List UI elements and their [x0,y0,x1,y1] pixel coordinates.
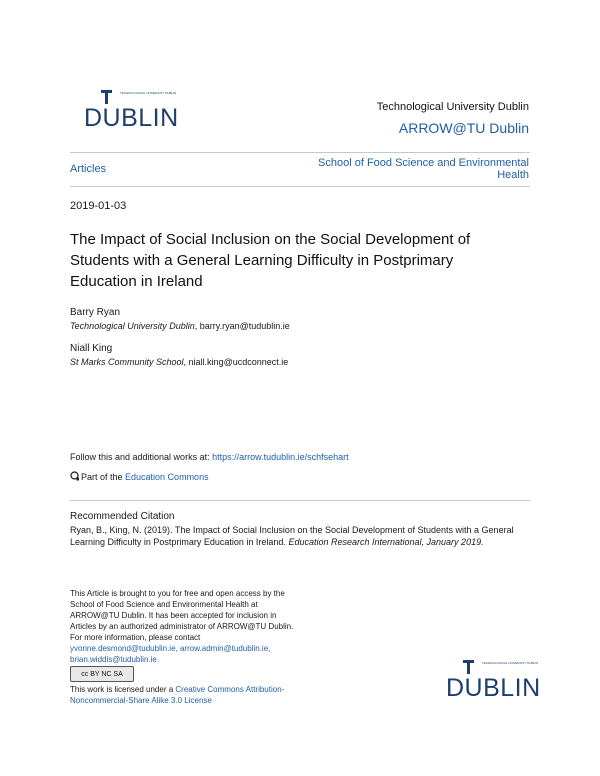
contact-emails[interactable]: yvonne.desmond@tudublin.ie, arrow.admin@tudublin.ie, brian.widdis@tudublin.ie. [70,644,271,664]
affiliation-name: St Marks Community School [70,357,184,367]
follow-line [70,452,349,462]
part-of-line [70,471,209,482]
author-affiliation [70,321,290,331]
citation-body [70,524,525,548]
divider [70,500,530,501]
follow-text: Follow this and additional works at: [70,452,213,462]
author-block [70,343,288,367]
publication-date: 2019-01-03 [70,200,127,212]
logo-wordmark: DUBLIN [84,104,179,132]
repository-link[interactable]: ARROW@TU Dublin [398,120,529,136]
access-note [70,588,300,665]
logo-small-text: TECHNOLOGICAL UNIVERSITY DUBLIN [482,661,539,665]
divider [70,152,530,153]
license-text: This work is licensed under a [70,685,176,694]
tu-dublin-logo-footer [446,660,541,706]
affiliation-name: Technological University Dublin [70,321,195,331]
article-title: The Impact of Social Inclusion on the Social Development of Students with a General Learning Difficulty in Postprimary Education in Ireland [70,231,471,290]
commons-link[interactable]: Education Commons [125,472,209,482]
logo-small-text: TECHNOLOGICAL UNIVERSITY DUBLIN [120,91,177,95]
school-link[interactable]: School of Food Science and Environmental Health [318,157,529,181]
network-icon [70,471,79,481]
author-email: , barry.ryan@tudublin.ie [194,321,290,331]
author-affiliation [70,357,288,367]
author-email: , niall.king@ucdconnect.ie [183,357,289,367]
citation-heading: Recommended Citation [70,511,175,522]
citation-journal: Education Research International, January 2019. [288,537,484,547]
cc-badge-text: cc BY NC SA [81,670,123,678]
divider [70,186,530,187]
cc-license-badge[interactable] [70,666,134,682]
collection-link[interactable]: Articles [70,163,107,175]
institution-name: Technological University Dublin [376,101,529,113]
author-block [70,307,290,331]
author-name: Barry Ryan [70,307,121,318]
follow-link[interactable]: https://arrow.tudublin.ie/schfsehart [212,452,349,462]
part-of-text: Part of the [81,472,126,482]
note-text: This Article is brought to you for free and open access by the School of Food Science and Environmental Health at ARROW@TU Dublin. It has been accepted for inclusion in Articles by an authorized administrator of ARROW@TU Dublin. For more information, please contact [70,589,294,642]
citation-text: Ryan, B., King, N. (2019). The Impact of Social Inclusion on the Social Development of Students with a General Learning Difficulty in Postprimary Education in Ireland. [70,525,514,547]
logo-wordmark: DUBLIN [446,674,541,702]
license-link[interactable]: Creative Commons Attribution-Noncommercial-Share Alike 3.0 License [70,685,285,705]
tu-dublin-logo [84,90,179,136]
license-statement [70,684,330,706]
author-name: Niall King [70,343,113,354]
